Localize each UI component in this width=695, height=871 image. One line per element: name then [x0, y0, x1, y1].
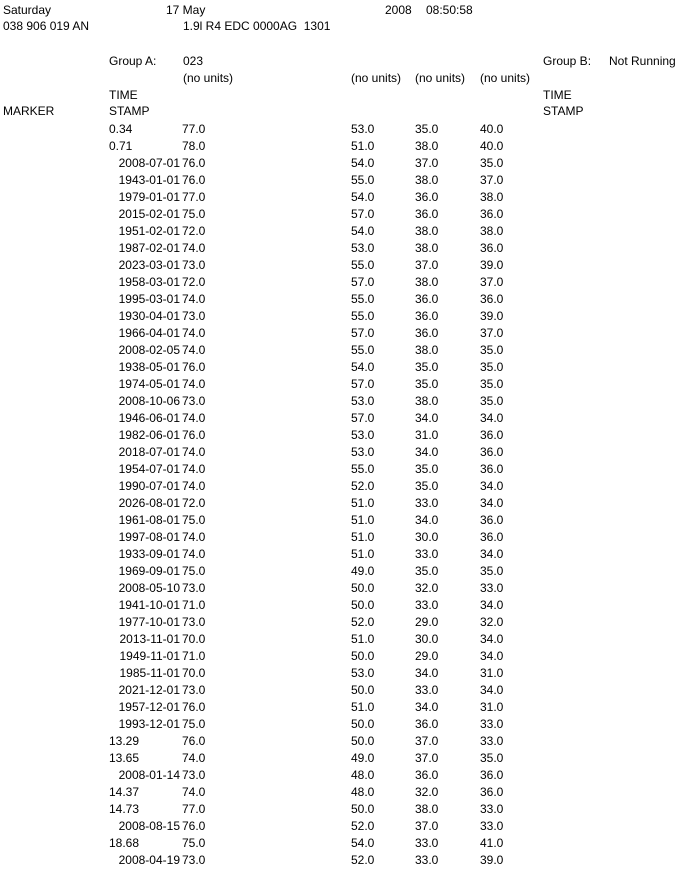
row-value-2: 57.0 [351, 411, 375, 425]
row-time-stamp: 13.65 [109, 751, 140, 765]
row-value-3: 38.0 [415, 173, 439, 187]
row-time-stamp: 2021-12-01 [118, 683, 180, 697]
row-value-3: 37.0 [415, 819, 439, 833]
row-value-1: 76.0 [182, 173, 206, 187]
row-value-4: 39.0 [480, 258, 504, 272]
row-value-2: 50.0 [351, 683, 375, 697]
header-date: 17 May [166, 3, 206, 17]
row-value-1: 71.0 [182, 598, 206, 612]
row-time-stamp: 1933-09-01 [118, 547, 180, 561]
row-time-stamp: 2013-11-01 [119, 632, 180, 646]
row-value-1: 75.0 [182, 207, 206, 221]
row-value-3: 29.0 [415, 615, 439, 629]
row-value-2: 54.0 [351, 190, 375, 204]
row-value-4: 37.0 [480, 326, 504, 340]
row-value-3: 36.0 [415, 292, 439, 306]
row-time-stamp: 1974-05-01 [118, 377, 180, 391]
group-a-label: Group A: [109, 54, 157, 68]
row-value-2: 51.0 [351, 547, 375, 561]
row-value-4: 34.0 [480, 479, 504, 493]
row-value-2: 50.0 [351, 598, 375, 612]
row-value-1: 72.0 [182, 496, 206, 510]
row-value-3: 33.0 [415, 683, 439, 697]
row-value-1: 74.0 [182, 292, 206, 306]
row-value-4: 39.0 [480, 309, 504, 323]
row-value-2: 54.0 [351, 836, 375, 850]
row-time-stamp: 2015-02-01 [118, 207, 180, 221]
group-a-units-1: (no units) [183, 71, 234, 85]
row-time-stamp: 1985-11-01 [119, 666, 180, 680]
row-value-1: 73.0 [182, 683, 206, 697]
row-value-1: 72.0 [182, 224, 206, 238]
header-engine-info: 1.9l R4 EDC 0000AG 1301 [183, 19, 331, 33]
row-value-3: 33.0 [415, 496, 439, 510]
row-value-4: 34.0 [480, 632, 504, 646]
header-time: 08:50:58 [426, 3, 473, 17]
row-value-4: 38.0 [480, 190, 504, 204]
row-value-1: 70.0 [182, 666, 206, 680]
row-time-stamp: 1990-07-01 [118, 479, 180, 493]
row-value-4: 36.0 [480, 462, 504, 476]
row-value-4: 33.0 [480, 819, 504, 833]
row-value-3: 33.0 [415, 547, 439, 561]
row-value-1: 73.0 [182, 258, 206, 272]
row-value-1: 74.0 [182, 445, 206, 459]
row-value-4: 35.0 [480, 377, 504, 391]
row-value-1: 77.0 [182, 802, 206, 816]
row-value-3: 33.0 [415, 598, 439, 612]
row-value-2: 53.0 [351, 394, 375, 408]
row-value-4: 36.0 [480, 428, 504, 442]
row-value-3: 29.0 [415, 649, 439, 663]
row-value-3: 37.0 [415, 258, 439, 272]
row-time-stamp: 2008-07-01 [118, 156, 180, 170]
row-value-1: 73.0 [182, 853, 206, 867]
row-value-1: 76.0 [182, 156, 206, 170]
row-value-2: 53.0 [351, 122, 375, 136]
row-value-3: 38.0 [415, 394, 439, 408]
row-time-stamp: 0.71 [109, 139, 133, 153]
row-time-stamp: 1930-04-01 [118, 309, 180, 323]
row-value-4: 31.0 [480, 700, 504, 714]
row-value-3: 35.0 [415, 564, 439, 578]
row-value-4: 40.0 [480, 122, 504, 136]
row-value-1: 76.0 [182, 428, 206, 442]
row-time-stamp: 2023-03-01 [118, 258, 180, 272]
row-value-1: 78.0 [182, 139, 206, 153]
row-value-4: 34.0 [480, 547, 504, 561]
row-time-stamp: 2008-10-06 [118, 394, 180, 408]
row-time-stamp: 1949-11-01 [119, 649, 180, 663]
row-value-1: 73.0 [182, 581, 206, 595]
row-value-2: 55.0 [351, 292, 375, 306]
row-value-4: 35.0 [480, 564, 504, 578]
group-b-time-label: TIME [543, 88, 572, 102]
group-a-units-4: (no units) [480, 71, 531, 85]
group-a-id: 023 [183, 54, 204, 68]
row-value-4: 36.0 [480, 513, 504, 527]
row-value-4: 37.0 [480, 275, 504, 289]
row-time-stamp: 2008-08-15 [118, 819, 180, 833]
row-value-3: 34.0 [415, 411, 439, 425]
row-value-2: 51.0 [351, 632, 375, 646]
row-value-4: 33.0 [480, 802, 504, 816]
row-value-4: 36.0 [480, 768, 504, 782]
row-value-4: 36.0 [480, 445, 504, 459]
group-b-label: Group B: [543, 54, 592, 68]
row-value-1: 77.0 [182, 190, 206, 204]
row-value-3: 38.0 [415, 802, 439, 816]
header-year: 2008 [385, 3, 412, 17]
row-value-2: 50.0 [351, 802, 375, 816]
row-value-2: 51.0 [351, 496, 375, 510]
row-value-4: 34.0 [480, 411, 504, 425]
row-value-4: 36.0 [480, 292, 504, 306]
row-time-stamp: 1993-12-01 [118, 717, 180, 731]
row-value-1: 73.0 [182, 615, 206, 629]
row-time-stamp: 18.68 [109, 836, 140, 850]
row-value-2: 50.0 [351, 581, 375, 595]
row-value-3: 38.0 [415, 241, 439, 255]
row-value-1: 74.0 [182, 326, 206, 340]
row-value-2: 51.0 [351, 530, 375, 544]
row-value-2: 52.0 [351, 615, 375, 629]
row-time-stamp: 2008-02-05 [118, 343, 180, 357]
row-value-1: 76.0 [182, 700, 206, 714]
header-part-number: 038 906 019 AN [3, 19, 90, 33]
row-time-stamp: 1941-10-01 [118, 598, 180, 612]
group-b-stamp-label: STAMP [543, 104, 584, 118]
row-value-1: 74.0 [182, 530, 206, 544]
row-time-stamp: 2008-04-19 [118, 853, 180, 867]
row-value-3: 35.0 [415, 462, 439, 476]
row-value-4: 34.0 [480, 649, 504, 663]
row-time-stamp: 1957-12-01 [118, 700, 180, 714]
row-value-4: 36.0 [480, 530, 504, 544]
row-value-3: 35.0 [415, 479, 439, 493]
row-value-2: 57.0 [351, 326, 375, 340]
row-value-4: 35.0 [480, 343, 504, 357]
group-a-units-2: (no units) [351, 71, 402, 85]
row-value-3: 34.0 [415, 666, 439, 680]
row-value-1: 74.0 [182, 479, 206, 493]
row-value-2: 55.0 [351, 173, 375, 187]
row-value-4: 34.0 [480, 598, 504, 612]
row-value-4: 37.0 [480, 173, 504, 187]
row-value-2: 53.0 [351, 241, 375, 255]
row-value-2: 49.0 [351, 751, 375, 765]
group-a-stamp-label: STAMP [109, 104, 150, 118]
row-value-2: 55.0 [351, 309, 375, 323]
row-time-stamp: 0.34 [109, 122, 133, 136]
row-value-2: 52.0 [351, 853, 375, 867]
row-value-1: 75.0 [182, 513, 206, 527]
row-value-1: 72.0 [182, 275, 206, 289]
row-value-4: 36.0 [480, 207, 504, 221]
row-value-4: 35.0 [480, 156, 504, 170]
row-value-4: 33.0 [480, 734, 504, 748]
row-value-4: 32.0 [480, 615, 504, 629]
row-value-3: 30.0 [415, 632, 439, 646]
row-value-3: 33.0 [415, 836, 439, 850]
row-value-3: 36.0 [415, 207, 439, 221]
row-value-3: 34.0 [415, 445, 439, 459]
row-value-2: 51.0 [351, 700, 375, 714]
row-time-stamp: 1961-08-01 [118, 513, 180, 527]
row-value-1: 74.0 [182, 547, 206, 561]
row-value-4: 33.0 [480, 717, 504, 731]
row-time-stamp: 1969-09-01 [118, 564, 180, 578]
row-time-stamp: 1938-05-01 [118, 360, 180, 374]
row-value-4: 41.0 [480, 836, 504, 850]
row-time-stamp: 1997-08-01 [118, 530, 180, 544]
row-value-3: 36.0 [415, 190, 439, 204]
row-value-1: 73.0 [182, 768, 206, 782]
row-time-stamp: 2008-05-10 [118, 581, 180, 595]
row-value-4: 34.0 [480, 683, 504, 697]
row-time-stamp: 1951-02-01 [118, 224, 180, 238]
row-value-4: 38.0 [480, 224, 504, 238]
row-value-1: 73.0 [182, 394, 206, 408]
row-value-4: 36.0 [480, 241, 504, 255]
row-value-2: 54.0 [351, 156, 375, 170]
row-value-1: 74.0 [182, 241, 206, 255]
row-value-2: 57.0 [351, 377, 375, 391]
row-value-2: 55.0 [351, 258, 375, 272]
row-value-2: 55.0 [351, 462, 375, 476]
row-value-3: 32.0 [415, 581, 439, 595]
row-value-4: 35.0 [480, 751, 504, 765]
row-time-stamp: 1966-04-01 [118, 326, 180, 340]
row-time-stamp: 1977-10-01 [118, 615, 180, 629]
marker-label: MARKER [3, 104, 55, 118]
row-value-2: 50.0 [351, 734, 375, 748]
row-value-1: 74.0 [182, 751, 206, 765]
row-value-1: 77.0 [182, 122, 206, 136]
row-value-3: 38.0 [415, 343, 439, 357]
row-value-2: 54.0 [351, 224, 375, 238]
row-value-2: 51.0 [351, 139, 375, 153]
row-value-3: 31.0 [415, 428, 439, 442]
row-time-stamp: 14.37 [109, 785, 140, 799]
row-value-3: 38.0 [415, 224, 439, 238]
row-value-1: 74.0 [182, 377, 206, 391]
row-value-2: 48.0 [351, 768, 375, 782]
row-value-2: 52.0 [351, 479, 375, 493]
row-value-2: 55.0 [351, 343, 375, 357]
row-value-1: 75.0 [182, 564, 206, 578]
row-value-3: 36.0 [415, 326, 439, 340]
row-value-2: 53.0 [351, 428, 375, 442]
row-value-3: 34.0 [415, 700, 439, 714]
row-value-4: 31.0 [480, 666, 504, 680]
row-value-3: 37.0 [415, 734, 439, 748]
row-value-2: 50.0 [351, 649, 375, 663]
row-value-3: 38.0 [415, 275, 439, 289]
row-time-stamp: 1954-07-01 [118, 462, 180, 476]
row-value-4: 39.0 [480, 853, 504, 867]
group-a-units-3: (no units) [415, 71, 466, 85]
row-time-stamp: 14.73 [109, 802, 140, 816]
row-value-3: 36.0 [415, 717, 439, 731]
row-value-2: 57.0 [351, 275, 375, 289]
row-value-3: 30.0 [415, 530, 439, 544]
row-value-3: 37.0 [415, 751, 439, 765]
row-value-2: 49.0 [351, 564, 375, 578]
row-time-stamp: 1958-03-01 [118, 275, 180, 289]
row-value-1: 76.0 [182, 734, 206, 748]
row-value-1: 75.0 [182, 717, 206, 731]
row-value-4: 33.0 [480, 581, 504, 595]
row-value-4: 36.0 [480, 785, 504, 799]
row-value-3: 36.0 [415, 768, 439, 782]
row-value-3: 37.0 [415, 156, 439, 170]
row-time-stamp: 1982-06-01 [118, 428, 180, 442]
row-value-1: 70.0 [182, 632, 206, 646]
row-time-stamp: 2008-01-14 [118, 768, 180, 782]
row-time-stamp: 1987-02-01 [118, 241, 180, 255]
row-time-stamp: 1995-03-01 [118, 292, 180, 306]
row-value-3: 32.0 [415, 785, 439, 799]
row-value-3: 36.0 [415, 309, 439, 323]
row-value-1: 73.0 [182, 309, 206, 323]
row-value-1: 75.0 [182, 836, 206, 850]
row-value-2: 53.0 [351, 666, 375, 680]
row-value-2: 51.0 [351, 513, 375, 527]
row-value-1: 76.0 [182, 819, 206, 833]
row-time-stamp: 1946-06-01 [118, 411, 180, 425]
group-b-status: Not Running [609, 54, 676, 68]
row-value-3: 35.0 [415, 360, 439, 374]
row-value-3: 34.0 [415, 513, 439, 527]
row-value-4: 34.0 [480, 496, 504, 510]
row-value-3: 38.0 [415, 139, 439, 153]
row-time-stamp: 2026-08-01 [118, 496, 180, 510]
row-value-1: 76.0 [182, 360, 206, 374]
row-value-3: 33.0 [415, 853, 439, 867]
row-value-2: 54.0 [351, 360, 375, 374]
row-value-4: 35.0 [480, 394, 504, 408]
row-time-stamp: 13.29 [109, 734, 140, 748]
row-value-4: 40.0 [480, 139, 504, 153]
row-value-2: 57.0 [351, 207, 375, 221]
row-value-3: 35.0 [415, 122, 439, 136]
header-day: Saturday [3, 3, 52, 17]
row-value-2: 50.0 [351, 717, 375, 731]
row-value-4: 35.0 [480, 360, 504, 374]
row-value-1: 74.0 [182, 462, 206, 476]
group-a-time-label: TIME [109, 88, 138, 102]
row-value-2: 52.0 [351, 819, 375, 833]
row-value-1: 74.0 [182, 343, 206, 357]
row-value-1: 74.0 [182, 785, 206, 799]
row-value-1: 71.0 [182, 649, 206, 663]
row-time-stamp: 1943-01-01 [118, 173, 180, 187]
row-value-2: 48.0 [351, 785, 375, 799]
row-value-1: 74.0 [182, 411, 206, 425]
row-value-2: 53.0 [351, 445, 375, 459]
row-value-3: 35.0 [415, 377, 439, 391]
row-time-stamp: 1979-01-01 [118, 190, 180, 204]
row-time-stamp: 2018-07-01 [118, 445, 180, 459]
